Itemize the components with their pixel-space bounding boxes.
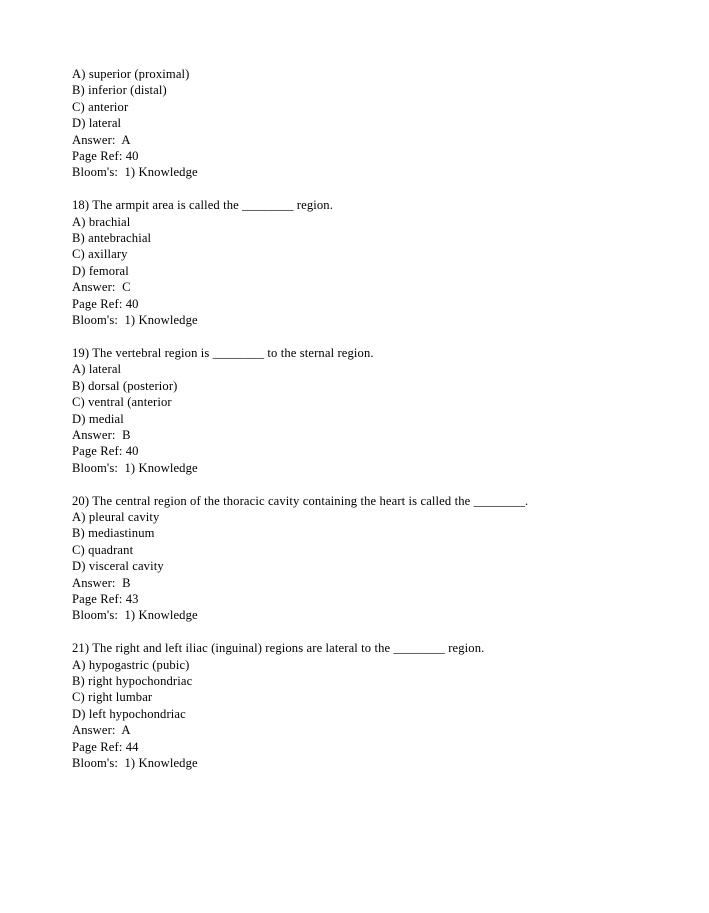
question-block <box>72 197 669 328</box>
question-stem: 21) The right and left iliac (inguinal) regions are lateral to the ________ region. <box>72 641 485 656</box>
answer-choice: D) medial <box>72 411 124 426</box>
answer-key: Answer: B <box>72 575 131 590</box>
document-body <box>72 66 669 771</box>
answer-choice: A) brachial <box>72 214 131 229</box>
page-reference: Page Ref: 40 <box>72 296 139 311</box>
question-block <box>72 66 669 181</box>
answer-choice: C) ventral (anterior <box>72 395 172 410</box>
answer-choice: A) hypogastric (pubic) <box>72 657 190 672</box>
answer-choice: B) inferior (distal) <box>72 83 167 98</box>
question-block <box>72 345 669 476</box>
answer-choice: C) quadrant <box>72 542 134 557</box>
answer-choice: D) visceral cavity <box>72 559 164 574</box>
answer-key: Answer: C <box>72 280 131 295</box>
answer-choice: B) dorsal (posterior) <box>72 378 178 393</box>
blooms-level: Bloom's: 1) Knowledge <box>72 608 198 623</box>
page-reference: Page Ref: 44 <box>72 739 139 754</box>
answer-choice: A) lateral <box>72 362 122 377</box>
answer-choice: B) right hypochondriac <box>72 673 193 688</box>
answer-choice: D) lateral <box>72 116 122 131</box>
question-stem: 19) The vertebral region is ________ to the sternal region. <box>72 345 374 360</box>
answer-choice: D) femoral <box>72 263 129 278</box>
answer-choice: C) anterior <box>72 99 129 114</box>
page-reference: Page Ref: 40 <box>72 149 139 164</box>
answer-key: Answer: A <box>72 132 131 147</box>
blooms-level: Bloom's: 1) Knowledge <box>72 313 198 328</box>
page-reference: Page Ref: 40 <box>72 444 139 459</box>
answer-choice: A) superior (proximal) <box>72 67 190 81</box>
answer-choice: B) antebrachial <box>72 231 152 246</box>
answer-choice: A) pleural cavity <box>72 509 160 524</box>
answer-choice: C) right lumbar <box>72 690 153 705</box>
answer-choice: B) mediastinum <box>72 526 155 541</box>
page-reference: Page Ref: 43 <box>72 591 139 606</box>
question-block <box>72 493 669 624</box>
blooms-level: Bloom's: 1) Knowledge <box>72 460 198 475</box>
question-stem: 18) The armpit area is called the ________ region. <box>72 198 334 213</box>
answer-key: Answer: A <box>72 723 131 738</box>
answer-key: Answer: B <box>72 427 131 442</box>
question-block <box>72 640 669 771</box>
blooms-level: Bloom's: 1) Knowledge <box>72 165 198 180</box>
answer-choice: C) axillary <box>72 247 128 262</box>
answer-choice: D) left hypochondriac <box>72 706 186 721</box>
blooms-level: Bloom's: 1) Knowledge <box>72 756 198 770</box>
question-stem: 20) The central region of the thoracic cavity containing the heart is called the ________. <box>72 493 529 508</box>
